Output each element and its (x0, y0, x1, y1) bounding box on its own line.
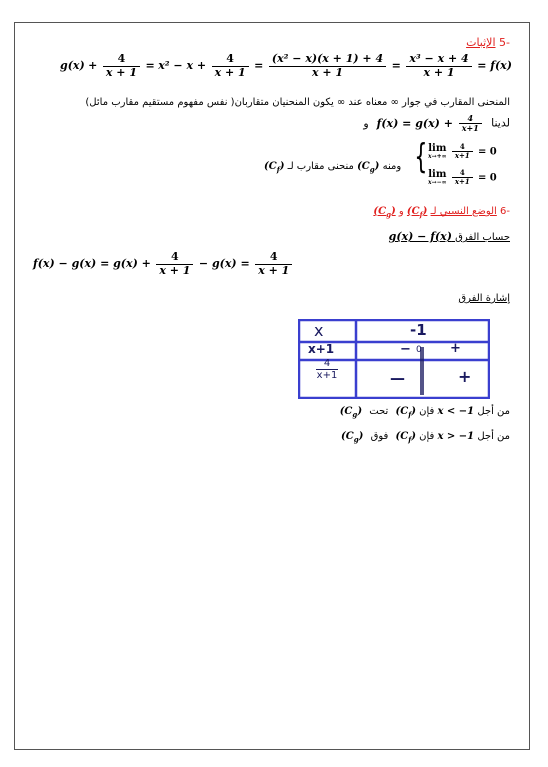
difference-expr: g(x) − f(x) (388, 230, 452, 243)
c2-inequality: x > −1 (437, 431, 475, 442)
table-critical-value: -1 (410, 321, 427, 339)
difference-word: حساب الفرق (455, 232, 510, 243)
c1-then: فإن (419, 406, 435, 417)
eq-sign-2: = (254, 59, 264, 73)
limit-plus-infinity: lim x→+∞ $\frac{4}{x+1}$ = 0 (428, 142, 497, 161)
given-expr: f(x) = g(x) + $\frac{4}{x+1}$ (377, 117, 488, 130)
eq-plus: + (88, 59, 98, 73)
c1-cf: $(C_f)$ (395, 406, 416, 419)
limit-minus-infinity: lim x→−∞ $\frac{4}{x+1}$ = 0 (428, 168, 497, 187)
fraction-4-over-x1: $\frac{4}{x + 1}$ (103, 53, 140, 79)
asymptote-explanation: المنحنى المقارب في جوار ∞ معناه عند ∞ يكون المنحنيان متقاربان( نفس مفهوم مستقيم مقارب مائل) (85, 97, 510, 108)
section-6-title: الوضع النسبي لـ (430, 206, 497, 217)
conclusion-word: ومنه (382, 161, 402, 172)
c1-cg: $(C_g)$ (339, 406, 363, 419)
asymptote-phrase: منحنى مقارب لـ (287, 161, 354, 172)
eq2-lhs: f(x) − g(x) = g(x) + (33, 257, 151, 271)
c1-below: تحت (369, 406, 389, 417)
c1-for: من أجل (477, 406, 510, 417)
table-row2-label: x+1 (308, 342, 335, 356)
section-6-cg: $(C_g)$ (373, 206, 396, 219)
left-brace: { (414, 137, 428, 177)
eq2-fraction: $\frac{4}{x + 1}$ (156, 251, 193, 277)
section-6-number: -6 (500, 206, 510, 217)
table-row2-zero: 0 (416, 345, 422, 355)
eq-poly-part: x² − x + (158, 59, 207, 73)
given-word: لدينا (491, 116, 510, 130)
difference-calc-label (389, 230, 510, 243)
given-line (363, 114, 510, 133)
table-row2-plus: + (450, 341, 461, 356)
equation-proof (60, 53, 512, 79)
sign-table (298, 319, 490, 399)
eq2-mid: − g(x) = (198, 257, 250, 271)
curve-cf: $(C_f)$ (264, 161, 285, 174)
sign-label: إشارة الفرق (458, 293, 510, 304)
table-row1-label: x (314, 321, 324, 340)
c2-above: فوق (370, 431, 389, 442)
and-word: و (363, 116, 369, 130)
equation-difference (33, 251, 294, 277)
table-row2-minus: − (400, 342, 411, 357)
section-5-title: الإثبات (466, 36, 496, 49)
c2-then: فإن (419, 431, 435, 442)
fraction-expanded: $\frac{\text{(x² − x)(x + 1) + 4}}{x + 1}$ (269, 53, 386, 79)
conclusion-above (341, 431, 510, 444)
table-row3-plus: + (458, 367, 472, 386)
section-6-and: و (398, 206, 404, 217)
conclusion-below (340, 406, 510, 419)
c2-cf: $(C_f)$ (395, 431, 416, 444)
eq-sign: = (145, 59, 155, 73)
given-fraction: $\frac{4}{x+1}$ (459, 114, 482, 133)
section-6-cf: $(C_f)$ (406, 206, 428, 219)
section-5-heading (466, 36, 510, 49)
c2-cg: $(C_g)$ (341, 431, 364, 444)
eq-g-of-x: g(x) (60, 59, 85, 73)
table-row3-label: 4 x+1 (316, 358, 338, 381)
c1-inequality: x < −1 (437, 406, 475, 417)
eq-f-of-x: = f(x) (477, 59, 512, 73)
table-row3-minus: — (390, 369, 405, 387)
eq2-result-fraction: $\frac{4}{x + 1}$ (255, 251, 292, 277)
curve-cg: $(C_g)$ (357, 161, 380, 174)
section-6-heading (373, 206, 510, 219)
eq-sign-3: = (391, 59, 401, 73)
section-5-number: -5 (499, 36, 510, 49)
fraction-cubic: $\frac{\text{x³ − x + 4}}{x + 1}$ (406, 53, 471, 79)
asymptote-conclusion (264, 161, 401, 174)
c2-for: من أجل (477, 431, 510, 442)
fraction-4-over-x1-b: $\frac{4}{x + 1}$ (212, 53, 249, 79)
